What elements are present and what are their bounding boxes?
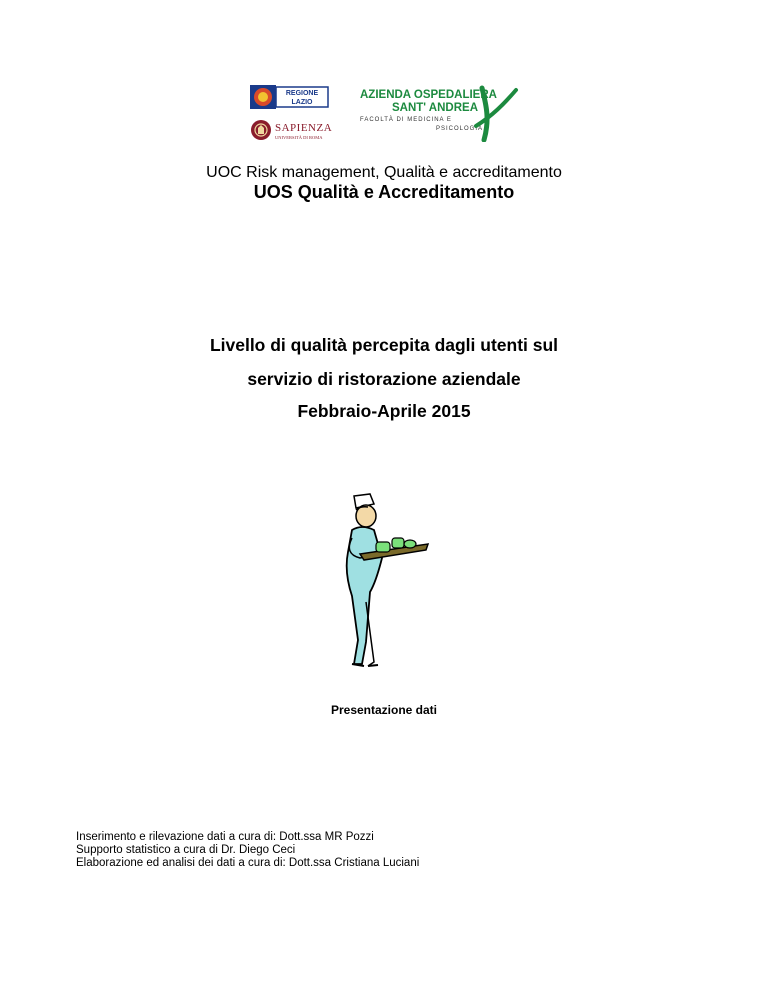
subunit-line: UOS Qualità e Accreditamento [253, 182, 515, 202]
azienda-line1: AZIENDA OSPEDALIERA [360, 89, 497, 101]
credit-line: Supporto statistico a cura di Dr. Diego Ceci [76, 844, 296, 856]
sapienza-name: SAPIENZA [275, 122, 333, 134]
sapienza-sub: UNIVERSITÀ DI ROMA [275, 135, 323, 140]
report-title-line2: servizio di ristorazione aziendale [247, 369, 521, 389]
credits-block [76, 831, 419, 870]
facolta-line1: FACOLTÀ DI MEDICINA E [360, 117, 452, 123]
report-title-line3: Febbraio-Aprile 2015 [297, 401, 471, 421]
facolta-line2: PSICOLOGIA [436, 126, 484, 132]
report-title-line1: Livello di qualità percepita dagli utenti sul [209, 335, 559, 355]
cross-mark-icon [482, 88, 487, 140]
regione-sub: LAZIO [291, 99, 313, 106]
regione-text: REGIONE [285, 90, 319, 97]
unit-line: UOC Risk management, Qualità e accreditamento [206, 164, 562, 181]
presentation-label: Presentazione dati [330, 703, 438, 717]
waiter-with-tray-icon [330, 492, 440, 672]
azienda-ospedaliera-logo [358, 84, 522, 142]
credit-line: Inserimento e rilevazione dati a cura di: Dott.ssa MR Pozzi [76, 831, 374, 843]
regione-lazio-logo [250, 85, 330, 109]
sapienza-logo [250, 117, 350, 143]
azienda-line2: SANT' ANDREA [392, 102, 479, 114]
credit-line: Elaborazione ed analisi dei dati a cura di: Dott.ssa Cristiana Luciani [76, 857, 420, 869]
